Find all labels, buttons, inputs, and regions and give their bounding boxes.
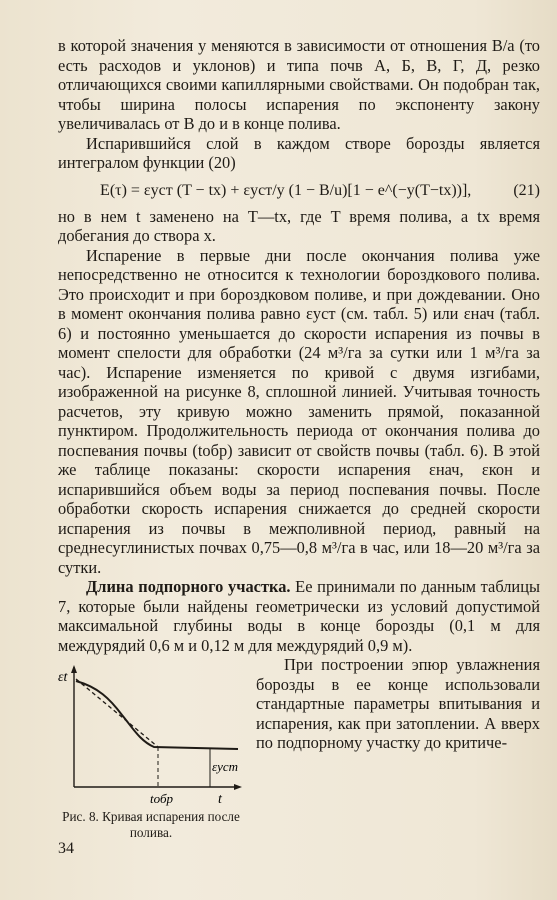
section-text: Ее принимали по данным таблицы 7, которые были найдены геометрически из условий допустимой максимальной глубины воды в конце борозды (0,1 м для междурядий 0,6 м и 0,12 м для междурядий 0,9 м).: [58, 577, 540, 655]
paragraph-substitution: но в нем t заменено на T—tx, где T время полива, а tx время добегания до створа x.: [58, 206, 540, 245]
linear-approximation: [76, 679, 158, 747]
y-axis-label: εt: [58, 670, 68, 685]
paragraph-construction: При построении эпюр увлажнения борозды в ее конце использовали стандартные параметры впитывания и испарения, как при затоплении. А вверх по подпорному участку до критиче-: [256, 655, 540, 752]
page-number: 34: [58, 840, 74, 857]
figure-8: [58, 659, 244, 839]
x-axis-arrow: [234, 784, 242, 790]
figure-caption: Рис. 8. Кривая испарения после полива.: [62, 809, 240, 840]
formula-number: (21): [513, 181, 540, 199]
level-label: εуст: [212, 759, 239, 774]
x-axis-label: t: [218, 792, 222, 807]
paragraph-integral: Испарившийся слой в каждом створе борозды является интегралом функции (20): [58, 133, 540, 172]
paragraph-intro: в которой значения y меняются в зависимости от отношения В/а (то есть расходов и уклонов) и типа почв А, Б, В, Г, Д, резко отличающихся своими капиллярными свойствами. Он подобран так, чтобы ширина полосы испарения по экспоненту закону увеличивалась от В до и в конце полива.: [58, 36, 540, 133]
t-obr-label: tобр: [150, 791, 173, 806]
wrapped-text: [256, 655, 540, 753]
formula-21: [58, 181, 540, 201]
paragraph-backwater-section: [58, 577, 540, 655]
formula-expression: E(τ) = εуст (T − tx) + εуст/y (1 − В/u)[1 − e^(−y(T−tx))],: [100, 181, 472, 199]
text-column: [58, 36, 540, 839]
paragraph-evaporation: Испарение в первые дни после окончания полива уже непосредственно не относится к технологии бороздкового полива. Это происходит и при бороздковом поливе, и при дождевании. Оно в момент окончания полива равно εуст (см. табл. 5) или εнач (табл. 6) и постоянно уменьшается до скорости испарения из почвы в момент спелости для обработки (24 м³/га за сутки или 1 м³/га за час). Испарение изменяется по кривой с двумя изгибами, изображенной на рисунке 8, сплошной линией. Учитывая точность расчетов, эту кривую можно заменить прямой, показанной пунктиром. Продолжительность периода от окончания полива до поспевания почвы (tобр) зависит от свойств почвы (табл. 6). В этой же таблице показаны: скорости испарения εнач, εкон и испарившийся объем воды за период поспевания почвы. После обработки скорость испарения снижается до средней скорости испарения из почвы в межполивной период, равный на среднесуглинистых почвах 0,75—0,8 м³/га в час, или 18—20 м³/га за сутки.: [58, 245, 540, 577]
y-axis-arrow: [71, 665, 77, 673]
evaporation-curve-plot: [58, 659, 244, 809]
section-heading: Длина подпорного участка.: [86, 577, 291, 596]
evaporation-curve: [76, 681, 238, 749]
figure-row: [58, 655, 540, 839]
